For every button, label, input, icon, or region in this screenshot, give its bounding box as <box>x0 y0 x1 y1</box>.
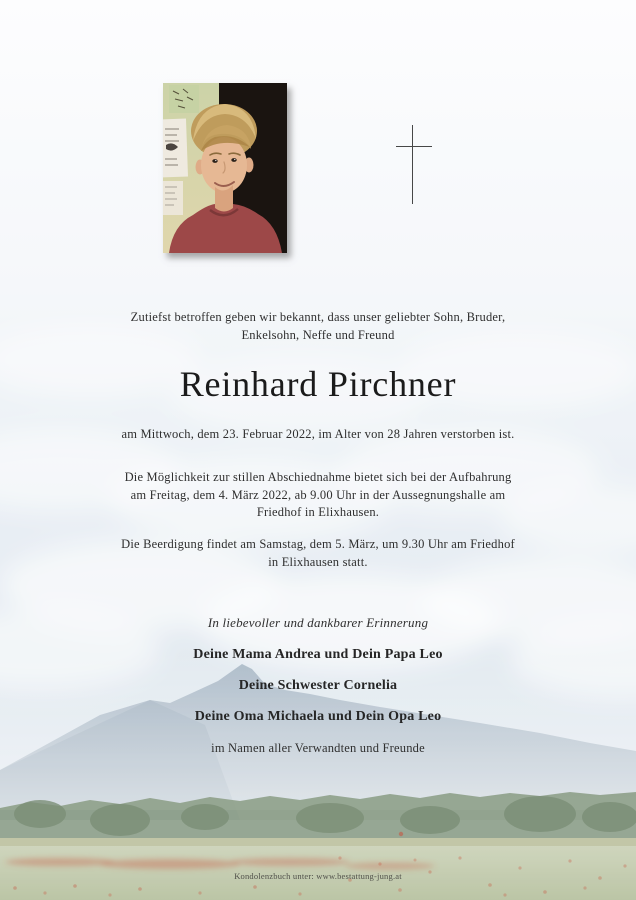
condolence-book-footer: Kondolenzbuch unter: www.bestattung-jung.at <box>234 871 402 881</box>
portrait-eye-left <box>212 159 217 163</box>
intro-line-2: Enkelsohn, Neffe und Freund <box>241 327 395 342</box>
portrait-photo <box>163 83 287 253</box>
intro-text <box>0 309 636 344</box>
portrait-eye-right <box>231 158 236 162</box>
family-line-parents: Deine Mama Andrea und Dein Papa Leo <box>193 647 443 662</box>
death-date-line: am Mittwoch, dem 23. Februar 2022, im Alter von 28 Jahren verstorben ist. <box>121 427 515 441</box>
deceased-name: Reinhard Pirchner <box>179 364 457 404</box>
viewing-info <box>0 469 636 522</box>
family-line-sister: Deine Schwester Cornelia <box>238 678 398 693</box>
funeral-line-2: in Elixhausen statt. <box>268 554 368 569</box>
funeral-line-1: Die Beerdigung findet am Samstag, dem 5. März, um 9.30 Uhr am Friedhof <box>121 537 515 551</box>
family-line-grandparents: Deine Oma Michaela und Dein Opa Leo <box>194 709 442 724</box>
viewing-line-1: Die Möglichkeit zur stillen Abschiednahme bietet sich bei der Aufbahrung <box>124 470 512 484</box>
viewing-line-3: Friedhof in Elixhausen. <box>256 505 380 519</box>
remembrance-line: In liebevoller und dankbarer Erinnerung <box>207 615 429 630</box>
viewing-line-2: am Freitag, dem 4. März 2022, ab 9.00 Uhr in der Aussegnungshalle am <box>130 487 506 502</box>
funeral-info <box>0 536 636 571</box>
intro-line-1: Zutiefst betroffen geben wir bekannt, dass unser geliebter Sohn, Bruder, <box>130 310 506 324</box>
closing-line: im Namen aller Verwandten und Freunde <box>211 741 425 755</box>
